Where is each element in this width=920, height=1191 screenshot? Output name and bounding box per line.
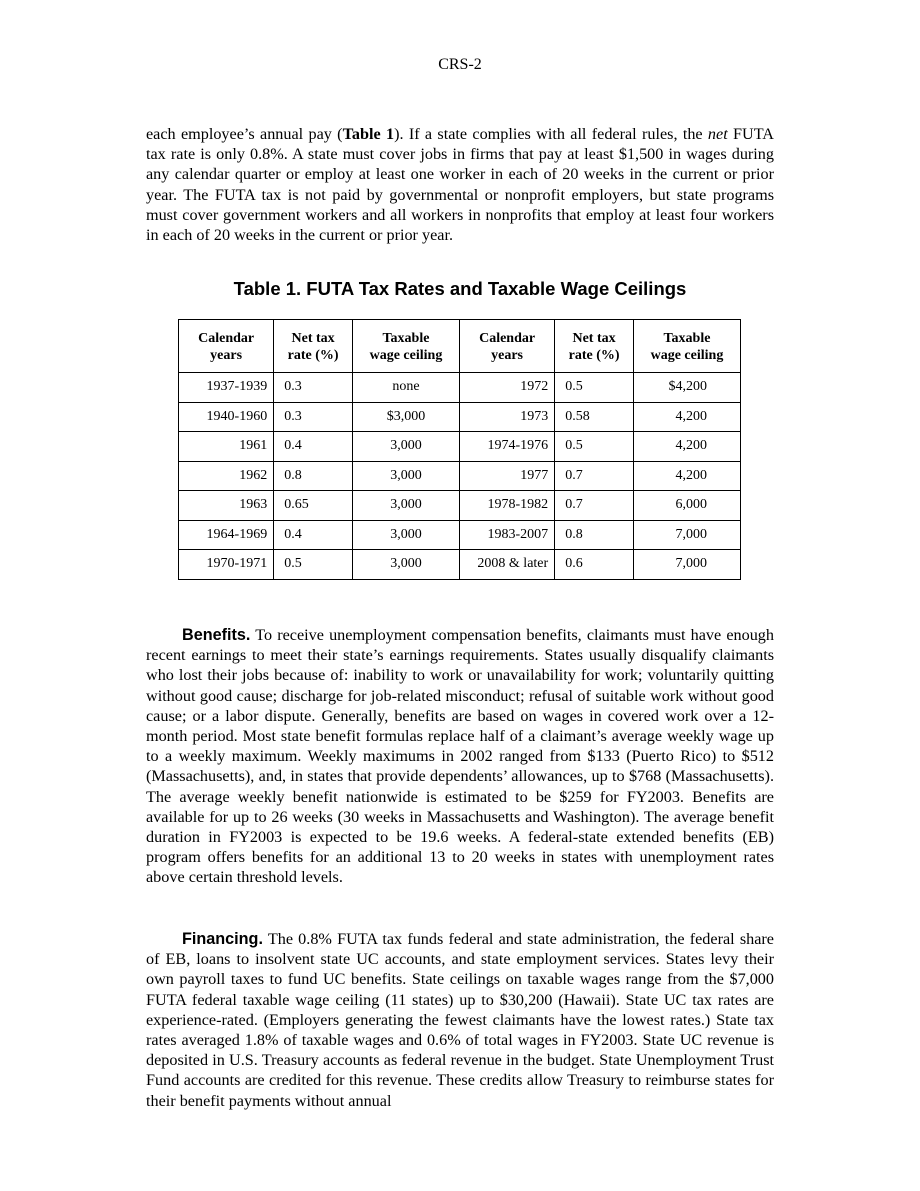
table-header-row: [179, 320, 741, 373]
cell-taxable-wage-ceiling: 3,000: [352, 461, 459, 491]
intro-text-post: FUTA tax rate is only 0.8%. A state must cover jobs in firms that pay at least $1,500 in wages during any calendar quarter or employ at least one worker in each of 20 weeks in the current or prior year. The FUTA tax is not paid by governmental or nonprofit employers, but state programs must cover government workers and all workers in nonprofits that employ at least four workers in each of 20 weeks in the current or prior year.: [146, 125, 774, 245]
cell-calendar-years: 1961: [179, 432, 274, 462]
cell-net-tax-rate: 0.4: [274, 432, 353, 462]
cell-calendar-years: 1977: [459, 461, 554, 491]
header-calendar-years: Calendar years: [179, 320, 274, 373]
cell-calendar-years: 1974-1976: [459, 432, 554, 462]
intro-text-pre: each employee’s annual pay (: [146, 125, 343, 143]
cell-taxable-wage-ceiling: 7,000: [633, 550, 740, 580]
benefits-text: To receive unemployment compensation benefits, claimants must have enough recent earnings to meet their state’s earnings requirements. States usually disqualify claimants who lost their jobs because of: inability to work or unavailability for work; voluntarily quitting without good cause; discharge for job-related misconduct; refusal of suitable work without good cause; or a labor dispute. Generally, benefits are based on wages in covered work over a 12-month period. Most state benefit formulas replace half of a claimant’s average weekly wage up to a weekly maximum. Weekly maximums in 2002 ranged from $133 (Puerto Rico) to $512 (Massachusetts), and, in states that provide dependents’ allowances, up to $768 (Massachusetts). The average weekly benefit nationwide is estimated to be $259 for FY2003. Benefits are available for up to 26 weeks (30 weeks in Massachusetts and Washington). The average benefit duration in FY2003 is expected to be 19.6 weeks. A federal-state extended benefits (EB) program offers benefits for an additional 13 to 20 weeks in states with unemployment rates above certain threshold levels.: [146, 626, 774, 887]
intro-text-mid: ). If a state complies with all federal rules, the: [394, 125, 708, 143]
cell-taxable-wage-ceiling: 3,000: [352, 432, 459, 462]
cell-taxable-wage-ceiling: $4,200: [633, 373, 740, 403]
table-reference: Table 1: [342, 125, 395, 143]
cell-taxable-wage-ceiling: 6,000: [633, 491, 740, 521]
header-net-tax-rate: Net tax rate (%): [274, 320, 353, 373]
header-taxable-wage-ceiling: Taxable wage ceiling: [352, 320, 459, 373]
cell-calendar-years: 2008 & later: [459, 550, 554, 580]
cell-taxable-wage-ceiling: 3,000: [352, 520, 459, 550]
page-header: CRS-2: [438, 56, 482, 73]
cell-taxable-wage-ceiling: 4,200: [633, 402, 740, 432]
cell-net-tax-rate: 0.58: [555, 402, 634, 432]
header-calendar-years: Calendar years: [459, 320, 554, 373]
cell-calendar-years: 1937-1939: [179, 373, 274, 403]
table-row: [179, 491, 741, 521]
cell-net-tax-rate: 0.5: [555, 373, 634, 403]
cell-taxable-wage-ceiling: $3,000: [352, 402, 459, 432]
cell-taxable-wage-ceiling: 3,000: [352, 550, 459, 580]
cell-net-tax-rate: 0.3: [274, 373, 353, 403]
table-row: [179, 373, 741, 403]
futa-tax-table: [178, 319, 741, 580]
cell-calendar-years: 1940-1960: [179, 402, 274, 432]
cell-taxable-wage-ceiling: 7,000: [633, 520, 740, 550]
table-row: [179, 432, 741, 462]
cell-net-tax-rate: 0.65: [274, 491, 353, 521]
cell-calendar-years: 1963: [179, 491, 274, 521]
table-row: [179, 520, 741, 550]
financing-text: The 0.8% FUTA tax funds federal and state administration, the federal share of EB, loans to insolvent state UC accounts, and state employment services. States levy their own payroll taxes to fund UC benefits. State ceilings on taxable wages range from the $7,000 FUTA federal taxable wage ceiling (11 states) up to $30,200 (Hawaii). State UC tax rates are experience-rated. (Employers generating the fewest claimants have the lowest rates.) State tax rates averaged 1.8% of taxable wages and 0.6% of total wages in FY2003. State UC revenue is deposited in U.S. Treasury accounts as federal revenue in the budget. State Unemployment Trust Fund accounts are credited for this revenue. These credits allow Treasury to reimburse states for their benefit payments without annual: [146, 930, 774, 1110]
cell-net-tax-rate: 0.3: [274, 402, 353, 432]
cell-calendar-years: 1973: [459, 402, 554, 432]
cell-taxable-wage-ceiling: 4,200: [633, 461, 740, 491]
intro-emphasis: net: [707, 125, 728, 143]
cell-net-tax-rate: 0.4: [274, 520, 353, 550]
cell-net-tax-rate: 0.7: [555, 461, 634, 491]
cell-calendar-years: 1964-1969: [179, 520, 274, 550]
cell-taxable-wage-ceiling: 4,200: [633, 432, 740, 462]
benefits-paragraph: [146, 625, 774, 888]
intro-paragraph: [146, 124, 774, 245]
benefits-heading: Benefits.: [182, 626, 251, 644]
cell-calendar-years: 1978-1982: [459, 491, 554, 521]
cell-taxable-wage-ceiling: 3,000: [352, 491, 459, 521]
table-row: [179, 550, 741, 580]
cell-net-tax-rate: 0.7: [555, 491, 634, 521]
cell-net-tax-rate: 0.6: [555, 550, 634, 580]
cell-taxable-wage-ceiling: none: [352, 373, 459, 403]
cell-net-tax-rate: 0.8: [555, 520, 634, 550]
financing-heading: Financing.: [182, 930, 263, 948]
table-row: [179, 461, 741, 491]
header-net-tax-rate: Net tax rate (%): [555, 320, 634, 373]
header-taxable-wage-ceiling: Taxable wage ceiling: [633, 320, 740, 373]
cell-net-tax-rate: 0.5: [274, 550, 353, 580]
cell-net-tax-rate: 0.5: [555, 432, 634, 462]
financing-paragraph: [146, 929, 774, 1111]
cell-net-tax-rate: 0.8: [274, 461, 353, 491]
cell-calendar-years: 1970-1971: [179, 550, 274, 580]
cell-calendar-years: 1972: [459, 373, 554, 403]
cell-calendar-years: 1962: [179, 461, 274, 491]
table-title: Table 1. FUTA Tax Rates and Taxable Wage Ceilings: [233, 278, 687, 299]
table-row: [179, 402, 741, 432]
cell-calendar-years: 1983-2007: [459, 520, 554, 550]
